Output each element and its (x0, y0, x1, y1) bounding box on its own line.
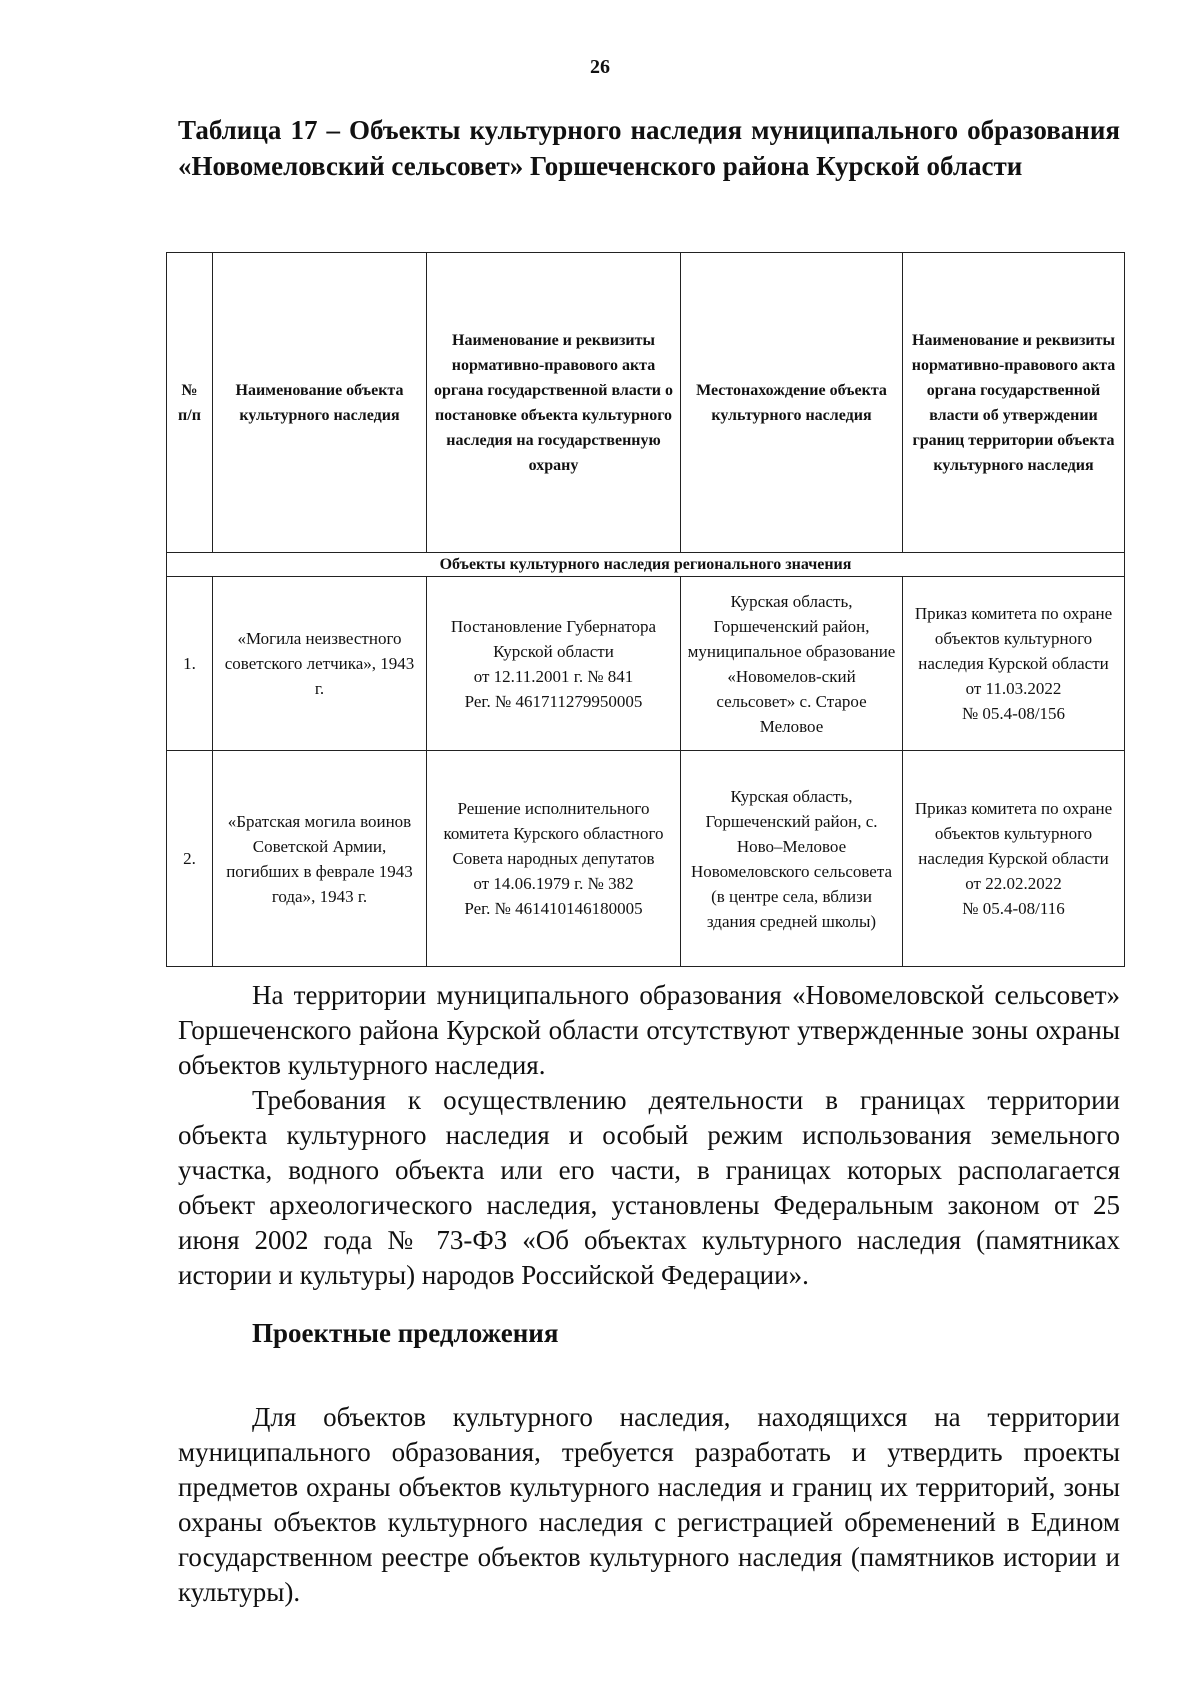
boundaries-title: Приказ комитета по охране объектов культурного наследия Курской области (914, 604, 1113, 673)
row-boundaries (903, 577, 1125, 751)
boundaries-date: от 22.02.2022 (965, 874, 1062, 893)
row-object-name: «Братская могила воинов Советской Армии, погибших в феврале 1943 года», 1943 г. (213, 751, 427, 967)
table-header-row (167, 253, 1125, 553)
boundaries-title: Приказ комитета по охране объектов культурного наследия Курской области (914, 799, 1113, 868)
boundaries-number: № 05.4-08/116 (962, 899, 1065, 918)
act-date: от 12.11.2001 г. № 841 (473, 666, 634, 686)
row-location: Курская область, Горшеченский район, муниципальное образование «Новомелов-ский сельсовет» с. Старое Меловое (681, 577, 903, 751)
table-row (167, 751, 1125, 967)
header-name: Наименование объекта культурного наследия (213, 253, 427, 553)
act-reg-number: Рег. № 461410146180005 (464, 899, 643, 918)
paragraph-proposals: Для объектов культурного наследия, находящихся на территории муниципального образования, требуется разработать и утвердить проекты предметов охраны объектов культурного наследия и границ их территорий, зоны охраны объектов культурного наследия с регистрацией обременений в Едином государственном реестре объектов культурного наследия (памятников истории и культуры). (178, 1402, 1120, 1607)
row-object-name: «Могила неизвестного советского летчика», 1943 г. (213, 577, 427, 751)
header-act: Наименование и реквизиты нормативно-правового акта органа государственной власти о постановке объекта культурного наследия на государственную охрану (427, 253, 681, 553)
paragraph-no-protection-zones: На территории муниципального образования «Новомеловской сельсовет» Горшеченского района Курской области отсутствуют утвержденные зоны охраны объектов культурного наследия. (178, 980, 1120, 1080)
header-num: № п/п (167, 253, 213, 553)
header-boundaries: Наименование и реквизиты нормативно-правового акта органа государственной власти об утверждении границ территории объекта культурного наследия (903, 253, 1125, 553)
act-title: Постановление Губернатора Курской области (450, 616, 657, 661)
row-num: 2. (167, 751, 213, 967)
boundaries-number: № 05.4-08/156 (961, 704, 1066, 723)
row-act (427, 751, 681, 967)
row-location: Курская область, Горшеченский район, с. Ново–Меловое Новомеловского сельсовета (в центре села, вблизи здания средней школы) (681, 751, 903, 967)
boundaries-date: от 11.03.2022 (965, 679, 1062, 698)
act-reg-number: Рег. № 461711279950005 (464, 691, 643, 711)
section-heading: Проектные предложения (252, 1318, 559, 1348)
act-title: Решение исполнительного комитета Курского областного Совета народных депутатов (443, 799, 664, 868)
table-row (167, 577, 1125, 751)
header-location: Местонахождение объекта культурного наследия (681, 253, 903, 553)
table-section-row (167, 553, 1125, 577)
row-boundaries (903, 751, 1125, 967)
page-number: 26 (590, 56, 610, 78)
section-title: Объекты культурного наследия регионального значения (167, 553, 1125, 577)
body-paragraphs (178, 978, 1120, 1293)
heritage-objects-table (166, 252, 1125, 967)
act-date: от 14.06.1979 г. № 382 (473, 874, 634, 893)
paragraph-requirements: Требования к осуществлению деятельности в границах территории объекта культурного наследия и особый режим использования земельного участка, водного объекта или его части, в границах которых располагается объект археологического наследия, установлены Федеральным законом от 25 июня 2002 года № 73-ФЗ «Об объектах культурного наследия (памятниках истории и культуры) народов Российской Федерации». (178, 1085, 1120, 1290)
row-num: 1. (167, 577, 213, 751)
table-caption: Таблица 17 – Объекты культурного наследия муниципального образования «Новомеловский сельсовет» Горшеченского района Курской области (178, 115, 1120, 181)
row-act (427, 577, 681, 751)
